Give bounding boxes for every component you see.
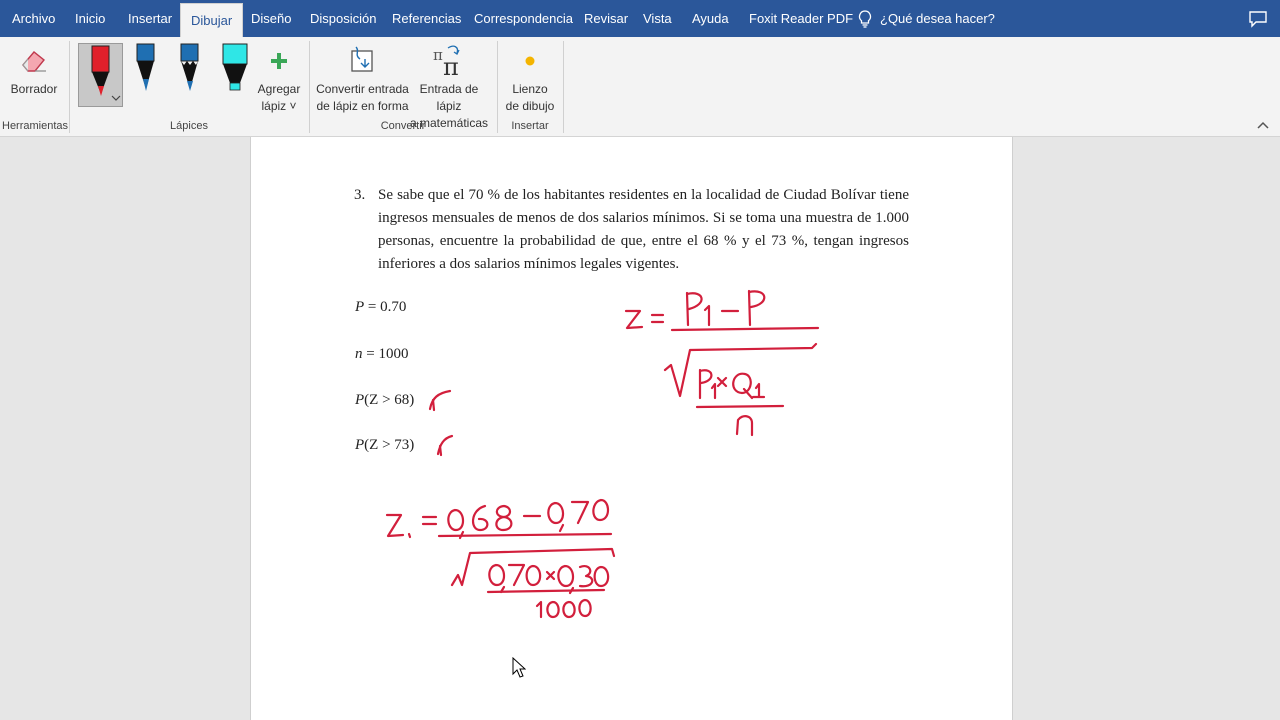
mouse-cursor-icon xyxy=(512,657,526,679)
tab-archivo[interactable]: Archivo xyxy=(12,11,56,26)
tab-dibujar[interactable]: Dibujar xyxy=(180,3,243,37)
tab-foxit[interactable]: Foxit Reader PDF xyxy=(749,11,854,26)
pi-math-icon xyxy=(432,44,466,78)
math-line-p68 xyxy=(355,392,414,409)
pencil-icon[interactable] xyxy=(176,43,204,97)
ink-to-math-button[interactable] xyxy=(407,41,491,132)
problem-statement xyxy=(354,184,909,276)
eraser-icon xyxy=(19,46,49,76)
red-pen-icon xyxy=(79,44,124,108)
problem-text: Se sabe que el 70 % de los habitantes residentes en la localidad de Ciudad Bolívar tiene ingresos mensuales de menos de dos salarios mínimos. Si se toma una muestra de 1.000 personas, encuentre la probabilidad de que, entre el 68 % y el 73 %, tengan ingresos inferiores a dos salarios mínimos legales vigentes. xyxy=(378,187,909,272)
blue-pen-icon[interactable] xyxy=(133,43,159,97)
math-rest: = 1000 xyxy=(362,346,409,362)
pen-red-button[interactable] xyxy=(78,43,123,107)
ink-to-shape-button[interactable] xyxy=(315,41,410,115)
tab-insertar[interactable]: Insertar xyxy=(128,11,173,26)
ink-to-math-label-1: Entrada de lápiz xyxy=(419,82,479,113)
separator xyxy=(563,41,564,133)
ink-to-math-label-2: a matemáticas xyxy=(409,116,489,130)
ribbon xyxy=(0,37,1280,137)
math-line-n xyxy=(355,346,408,363)
group-tools-label: Herramientas xyxy=(2,120,69,132)
highlighter-icon[interactable] xyxy=(220,43,250,97)
math-line-p xyxy=(355,299,406,316)
add-pen-label-1: Agregar xyxy=(257,82,301,96)
math-var: P xyxy=(355,299,365,315)
problem-number: 3. xyxy=(354,187,366,203)
group-pens-label: Lápices xyxy=(170,120,208,132)
add-pen-label-2: lápiz ˅ xyxy=(261,99,297,113)
ink-to-shape-label-1: Convertir entrada xyxy=(316,82,409,96)
ink-to-shape-icon xyxy=(348,45,378,77)
math-rest: (Z > 68) xyxy=(364,392,415,408)
ink-to-shape-label-2: de lápiz en forma xyxy=(316,99,409,113)
math-line-p73 xyxy=(355,437,414,454)
collapse-ribbon-icon[interactable] xyxy=(1256,120,1270,130)
drawing-canvas-label-2: de dibujo xyxy=(505,99,555,113)
tab-disposicion[interactable]: Disposición xyxy=(310,11,377,26)
tab-diseno[interactable]: Diseño xyxy=(251,11,292,26)
plus-icon xyxy=(269,51,289,71)
math-var: n xyxy=(355,346,363,362)
add-pen-button[interactable] xyxy=(255,41,303,115)
tell-me-search[interactable] xyxy=(858,0,995,37)
math-var: P xyxy=(355,392,365,408)
drawing-canvas-icon xyxy=(523,54,537,68)
tab-referencias[interactable]: Referencias xyxy=(392,11,462,26)
tab-correspondencia[interactable]: Correspondencia xyxy=(474,11,574,26)
drawing-canvas-button[interactable] xyxy=(503,41,557,115)
lightbulb-icon xyxy=(858,10,872,28)
tab-revisar[interactable]: Revisar xyxy=(584,11,629,26)
tab-inicio[interactable]: Inicio xyxy=(75,11,106,26)
drawing-canvas-label-1: Lienzo xyxy=(512,82,548,96)
math-rest: = 0.70 xyxy=(364,299,407,315)
tab-vista[interactable]: Vista xyxy=(643,11,672,26)
svg-text:π: π xyxy=(433,46,443,64)
eraser-button[interactable] xyxy=(10,41,58,98)
group-convert-label: Convertir xyxy=(380,120,426,132)
svg-text:π: π xyxy=(443,53,459,78)
menu-bar xyxy=(0,0,1280,37)
tab-ayuda[interactable]: Ayuda xyxy=(692,11,729,26)
comment-icon[interactable] xyxy=(1248,10,1268,28)
tell-me-text: ¿Qué desea hacer? xyxy=(880,11,995,26)
math-rest: (Z > 73) xyxy=(364,437,415,453)
eraser-label: Borrador xyxy=(10,82,58,96)
group-insert-label: Insertar xyxy=(511,120,549,132)
math-var: P xyxy=(355,437,365,453)
